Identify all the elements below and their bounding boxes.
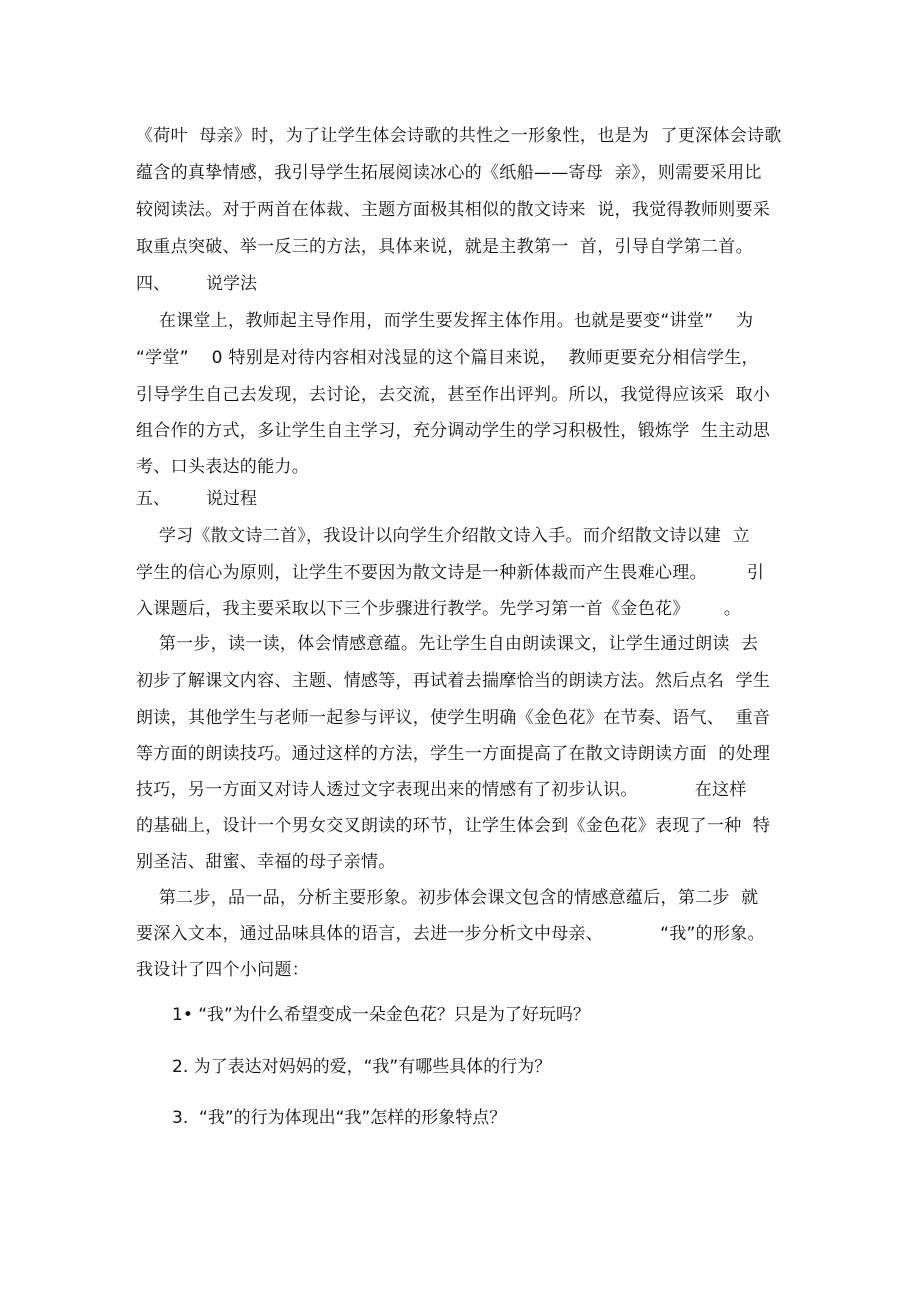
section-5-p1-line-1: 学习《散文诗二首》，我设计以向学生介绍散文诗入手。而介绍散文诗以建 立 <box>136 526 750 546</box>
section-5-p2-line-3: 朗读，其他学生与老师一起参与评议，使学生明确《金色花》在节奏、语气、 重音 <box>136 708 771 728</box>
section-4-line-3: 引导学生自己去发现，去讨论，去交流，甚至作出评判。所以，我觉得应该采 取小 <box>136 385 771 405</box>
section-4-line-2: “学堂” 0 特别是对待内容相对浅显的这个篇目来说， 教师更要充分相信学生， <box>136 348 759 368</box>
section-5-heading <box>136 487 257 511</box>
section-5-p3-line-1: 第二步，品一品，分析主要形象。初步体会课文包含的情感意蕴后，第二步 就 <box>136 888 759 908</box>
section-5-p3-line-3: 我设计了四个小问题： <box>136 960 309 980</box>
question-2: 2. 为了表达对妈妈的爱，“我”有哪些具体的行为？ <box>172 1057 552 1077</box>
section-4-number: 四、 <box>136 274 170 294</box>
section-4-line-1: 在课堂上，教师起主导作用，而学生要发挥主体作用。也就是要变“讲堂” 为 <box>136 311 754 331</box>
section-5-p1-line-3: 入课题后，我主要采取以下三个步骤进行教学。先学习第一首《金色花》 。 <box>136 599 742 619</box>
question-3: 3. “我”的行为体现出“我”怎样的形象特点？ <box>172 1108 507 1128</box>
section-5-p3-line-2: 要深入文本，通过品味具体的语言，去进一步分析文中母亲、 “我”的形象。 <box>136 924 765 944</box>
section-4-line-4: 组合作的方式，多让学生自主学习，充分调动学生的学习积极性，锻炼学 生主动思 <box>136 421 771 441</box>
intro-line-3: 较阅读法。对于两首在体裁、主题方面极其相似的散文诗来 说，我觉得教师则要采 <box>136 200 771 220</box>
section-5-p2-line-1: 第一步，读一读，体会情感意蕴。先让学生自由朗读课文，让学生通过朗读 去 <box>136 634 759 654</box>
section-5-p1-line-2: 学生的信心为原则，让学生不要因为散文诗是一种新体裁而产生畏难心理。 引 <box>136 563 765 583</box>
section-5-p2-line-7: 别圣洁、甜蜜、幸福的母子亲情。 <box>136 852 396 872</box>
section-5-p2-line-4: 等方面的朗读技巧。通过这样的方法，学生一方面提高了在散文诗朗读方面 的处理 <box>136 744 771 764</box>
section-5-number: 五、 <box>136 489 170 509</box>
intro-line-2: 蕴含的真挚情感，我引导学生拓展阅读冰心的《纸船——寄母 亲》，则需要采用比 <box>136 163 762 183</box>
section-5-p2-line-2: 初步了解课文内容、主题、情感等，再试着去揣摩恰当的朗读方法。然后点名 学生 <box>136 671 771 691</box>
section-4-title: 说学法 <box>206 274 257 294</box>
section-5-p2-line-5: 技巧，另一方面又对诗人透过文字表现出来的情感有了初步认识。 在这样 <box>136 780 747 800</box>
question-1: 1• “我”为什么希望变成一朵金色花？只是为了好玩吗？ <box>172 1005 590 1025</box>
section-5-p2-line-6: 的基础上，设计一个男女交叉朗读的环节，让学生体会到《金色花》表现了一种 特 <box>136 816 771 836</box>
intro-line-4: 取重点突破、举一反三的方法，具体来说，就是主教第一 首，引导自学第二首。 <box>136 237 753 257</box>
section-4-line-5: 考、口头表达的能力。 <box>136 457 309 477</box>
intro-line-1: 《荷叶 母亲》时，为了让学生体会诗歌的共性之一形象性，也是为 了更深体会诗歌 <box>136 126 782 146</box>
section-5-title: 说过程 <box>206 489 257 509</box>
section-4-heading <box>136 272 257 296</box>
